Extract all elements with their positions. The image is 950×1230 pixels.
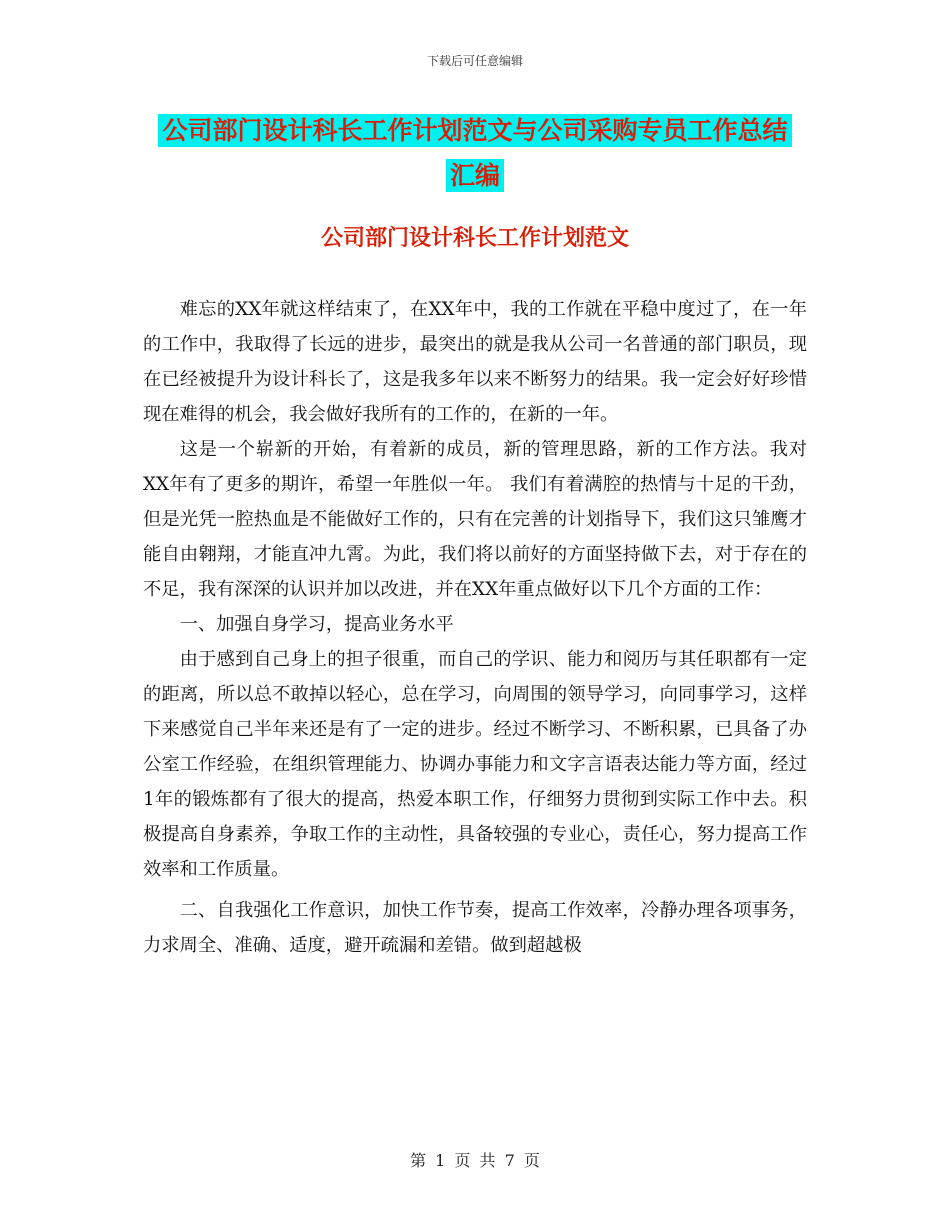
- section-title: 公司部门设计科长工作计划范文: [320, 225, 629, 251]
- paragraph: 由于感到自己身上的担子很重，而自己的学识、能力和阅历与其任职都有一定的距离，所以总不敢掉以轻心，总在学习，向周围的领导学习，向同事学习，这样下来感觉自己半年来还是有了一定的进步。经过不断学习、不断积累，已具备了办公室工作经验，在组织管理能力、协调办事能力和文字言语表达能力等方面，经过1年的锻炼都有了很大的提高，热爱本职工作，仔细努力贯彻到实际工作中去。积极提高自身素养，争取工作的主动性，具备较强的专业心，责任心，努力提高工作效率和工作质量。: [143, 649, 807, 880]
- paragraph: 这是一个崭新的开始，有着新的成员，新的管理思路，新的工作方法。我对XX年有了更多的期许，希望一年胜似一年。 我们有着满腔的热情与十足的干劲，但是光凭一腔热血是不能做好工作的，只有在完善的计划指导下，我们这只雏鹰才能自由翱翔，才能直冲九霄。为此，我们将以前好的方面坚持做下去，对于存在的不足，我有深深的认识并加以改进，并在XX年重点做好以下几个方面的工作：: [143, 439, 807, 600]
- paragraph-heading: 一、加强自身学习，提高业务水平: [179, 614, 454, 635]
- paragraph: 二、自我强化工作意识，加快工作节奏，提高工作效率，冷静办理各项事务，力求周全、准确、适度，避开疏漏和差错。做到超越极: [143, 900, 807, 956]
- document-title-text: 公司部门设计科长工作计划范文与公司采购专员工作总结汇编: [158, 114, 791, 192]
- paragraph: 难忘的XX年就这样结束了，在XX年中，我的工作就在平稳中度过了，在一年的工作中，我取得了长远的进步，最突出的就是我从公司一名普通的部门职员，现在已经被提升为设计科长了，这是我多年以来不断努力的结果。我一定会好好珍惜现在难得的机会，我会做好我所有的工作的，在新的一年。: [143, 299, 807, 425]
- document-title: [150, 108, 800, 198]
- page-header-note: 下载后可任意编辑: [426, 54, 523, 68]
- document-body: [143, 292, 807, 963]
- page-number-footer: 第 1 页 共 7 页: [410, 1151, 540, 1170]
